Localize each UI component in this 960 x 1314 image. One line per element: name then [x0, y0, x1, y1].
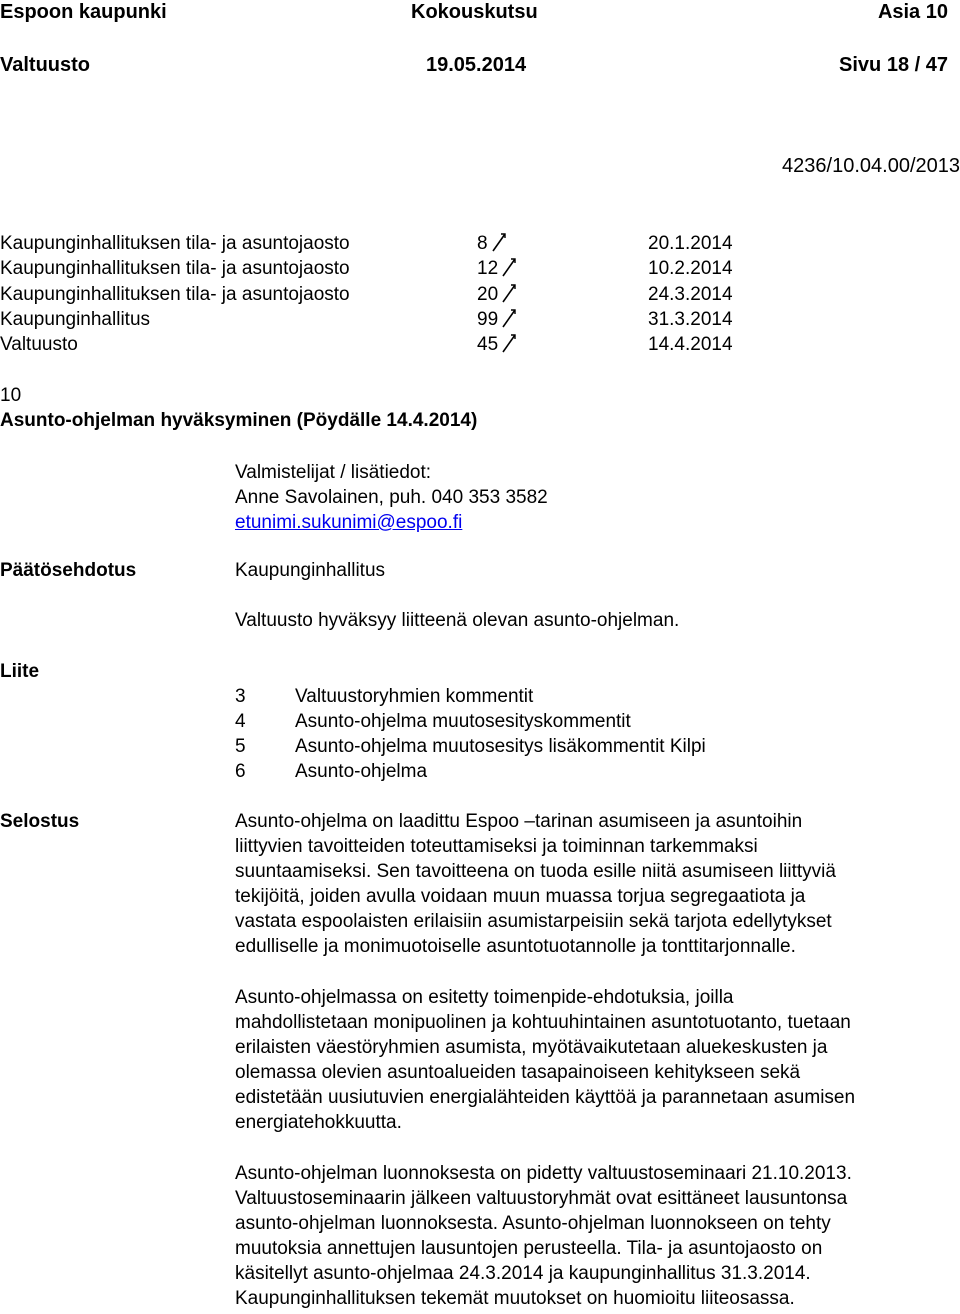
paragraph-line: Valtuustoseminaarin jälkeen valtuustoryhmät ovat esittäneet lausuntonsa	[235, 1188, 848, 1210]
attachment-item[interactable]	[0, 684, 960, 709]
history-organ: Kaupunginhallituksen tila- ja asuntojaosto	[0, 233, 350, 254]
paragraph-line: muutoksia annettujen lausuntojen perusteella. Tila- ja asuntojaosto on	[235, 1238, 823, 1260]
header-body: Valtuusto	[0, 54, 91, 76]
attachment-item[interactable]	[0, 759, 960, 784]
history-number: 99	[477, 309, 499, 330]
decision-label: Päätösehdotus	[0, 560, 137, 581]
paragraph-line: energiatehokkuutta.	[235, 1112, 402, 1134]
header-doc-type: Kokouskutsu	[411, 1, 538, 23]
history-date: 14.4.2014	[648, 334, 733, 355]
attachment-number: 5	[235, 736, 246, 757]
history-organ: Kaupunginhallituksen tila- ja asuntojaosto	[0, 258, 350, 279]
attachment-item[interactable]	[0, 709, 960, 734]
item-title: Asunto-ohjelman hyväksyminen (Pöydälle 14.4.2014)	[0, 410, 478, 431]
history-date: 24.3.2014	[648, 284, 733, 305]
paragraph-line: tekijöitä, joiden avulla voidaan muun muassa torjua segregaatiota ja	[235, 886, 806, 908]
section-link-icon	[502, 282, 516, 304]
preparers-email-link[interactable]: etunimi.sukunimi@espoo.fi	[235, 512, 463, 533]
header-page: Sivu 18 / 47	[839, 54, 948, 76]
section-link-icon	[492, 231, 506, 253]
history-organ: Kaupunginhallitus	[0, 309, 151, 330]
history-number-link[interactable]	[477, 282, 516, 307]
description-paragraph	[235, 1161, 955, 1312]
attachment-number: 3	[235, 686, 246, 707]
section-link-icon	[502, 307, 516, 329]
header-item: Asia 10	[877, 1, 948, 23]
paragraph-line: olemassa olevien asuntoalueiden tasapainoiseen kehitykseen sekä	[235, 1062, 801, 1084]
paragraph-line: erilaisten väestöryhmien asumista, myötävaikutetaan aluekeskusten ja	[235, 1037, 828, 1059]
decision-text: Valtuusto hyväksyy liitteenä olevan asunto-ohjelman.	[235, 610, 680, 631]
history-number: 45	[477, 334, 499, 355]
history-row	[0, 256, 960, 281]
history-number-link[interactable]	[477, 307, 516, 332]
paragraph-line: mahdollistetaan monipuolinen ja kohtuuhintainen asuntotuotanto, tuetaan	[235, 1012, 851, 1034]
description-paragraph	[235, 809, 955, 960]
attachment-title: Asunto-ohjelma muutosesityskommentit	[295, 711, 631, 732]
history-number-link[interactable]	[477, 231, 506, 256]
history-date: 31.3.2014	[648, 309, 733, 330]
description-paragraph	[235, 985, 955, 1136]
history-organ: Valtuusto	[0, 334, 78, 355]
paragraph-line: liittyvien tavoitteiden toteuttamiseksi ja toiminnan tarkemmaksi	[235, 836, 758, 858]
history-row	[0, 282, 960, 307]
paragraph-line: asunto-ohjelman luonnoksesta. Asunto-ohjelman luonnokseen on tehty	[235, 1213, 831, 1235]
paragraph-line: käsitellyt asunto-ohjelmaa 24.3.2014 ja kaupunginhallitus 31.3.2014.	[235, 1263, 811, 1285]
history-row	[0, 231, 960, 256]
history-number: 12	[477, 258, 499, 279]
header-org: Espoon kaupunki	[0, 1, 167, 23]
history-number-link[interactable]	[477, 332, 516, 357]
attachment-item[interactable]	[0, 734, 960, 759]
history-organ: Kaupunginhallituksen tila- ja asuntojaosto	[0, 284, 350, 305]
paragraph-line: edulliselle ja monimuotoiselle asuntotuotannolle ja tonttitarjonnalle.	[235, 936, 796, 958]
history-number-link[interactable]	[477, 256, 516, 281]
attachment-title: Asunto-ohjelma	[295, 761, 428, 782]
section-link-icon	[502, 332, 516, 354]
paragraph-line: Asunto-ohjelman luonnoksesta on pidetty valtuustoseminaari 21.10.2013.	[235, 1163, 852, 1184]
history-number: 20	[477, 284, 499, 305]
item-number: 10	[0, 385, 22, 406]
attachment-title: Asunto-ohjelma muutosesitys lisäkommentit Kilpi	[295, 736, 706, 757]
preparers-contact: Anne Savolainen, puh. 040 353 3582	[235, 487, 548, 508]
attachment-title: Valtuustoryhmien kommentit	[295, 686, 534, 707]
history-number: 8	[477, 233, 488, 254]
description-label: Selostus	[0, 811, 80, 832]
history-date: 10.2.2014	[648, 258, 733, 279]
paragraph-line: Asunto-ohjelmassa on esitetty toimenpide-ehdotuksia, joilla	[235, 987, 734, 1008]
attachments-label: Liite	[0, 661, 40, 682]
paragraph-line: Asunto-ohjelma on laadittu Espoo –tarinan asumiseen ja asuntoihin	[235, 811, 803, 832]
paragraph-line: Kaupunginhallituksen tekemät muutokset on huomioitu liiteosassa.	[235, 1288, 795, 1310]
history-row	[0, 332, 960, 357]
reference-number: 4236/10.04.00/2013	[782, 155, 960, 177]
attachment-number: 4	[235, 711, 246, 732]
paragraph-line: edistetään uusiutuvien energialähteiden käyttöä ja parannetaan asumisen	[235, 1087, 856, 1109]
paragraph-line: suuntaamiseksi. Sen tavoitteena on tuoda esille niitä asumiseen liittyviä	[235, 861, 836, 883]
history-date: 20.1.2014	[648, 233, 733, 254]
history-row	[0, 307, 960, 332]
section-link-icon	[502, 256, 516, 278]
header-date: 19.05.2014	[426, 54, 527, 76]
preparers-label: Valmistelijat / lisätiedot:	[235, 462, 432, 483]
paragraph-line: vastata espoolaisten erilaisiin asumistarpeisiin sekä tarjota edellytykset	[235, 911, 832, 933]
decision-proposer: Kaupunginhallitus	[235, 560, 386, 581]
attachment-number: 6	[235, 761, 246, 782]
